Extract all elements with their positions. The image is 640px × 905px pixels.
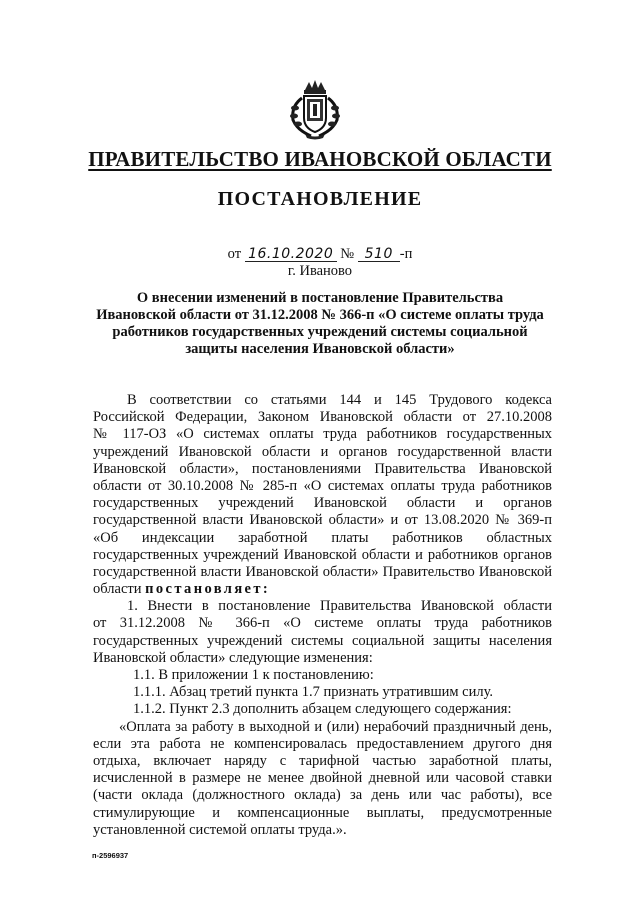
title-line: защиты населения Ивановской области» (185, 341, 455, 357)
paragraph-line: государственных учреждений Ивановской области и работников органов (93, 546, 552, 563)
title-line: Ивановской области от 31.12.2008 № 366-п «О системе оплаты труда (96, 307, 544, 323)
paragraph-line: № 117-ОЗ «О системах оплаты труда работников государственных (93, 426, 552, 443)
item-1-1: 1.1. В приложении 1 к постановлению: (133, 667, 374, 683)
quote-line: отдыха, включает наряду с тарифной частью заработной платы, (93, 752, 552, 769)
paragraph-line: государственной власти Ивановской области» Правительство Ивановской (93, 563, 552, 580)
quote-line: исчисленной в размере не менее двойной дневной или часовой ставки (93, 770, 552, 787)
item-line: от 31.12.2008 № 366-п «О системе оплаты труда работников (93, 615, 552, 632)
document-type: ПОСТАНОВЛЕНИЕ (217, 188, 423, 210)
paragraph-line: Российской Федерации, Законом Ивановской области от 27.10.2008 (93, 409, 552, 426)
paragraph-line (93, 581, 552, 598)
quote-line: установленной системой оплаты труда.». (93, 821, 347, 838)
date-prefix: от (227, 246, 242, 262)
paragraph-line: учреждений Ивановской области и органов государственной власти (93, 443, 552, 460)
number-suffix: -п (399, 246, 413, 262)
paragraph-line: государственных учреждений Ивановской области и органов (93, 495, 552, 512)
city: г. Иваново (287, 263, 353, 279)
item-line: государственных учреждений системы социальной защиты населения (93, 632, 552, 649)
document-code: п-2596937 (92, 851, 129, 860)
item-1-1-1: 1.1.1. Абзац третий пункта 1.7 признать утратившим силу. (133, 684, 494, 701)
paragraph-line: Ивановской области», постановлениями Правительства Ивановской (93, 460, 552, 477)
title-line: О внесении изменений в постановление Правительства (136, 290, 504, 306)
decree-word: постановляет: (145, 581, 271, 598)
number-sign: № (340, 246, 355, 262)
paragraph-line: государственной власти Ивановской области» и от 13.08.2020 № 369-п (93, 512, 552, 529)
paragraph-line: области от 30.10.2008 № 285-п «О системах оплаты труда работников (93, 477, 552, 494)
item-1-1-2: 1.1.2. Пункт 2.3 дополнить абзацем следующего содержания: (133, 701, 512, 718)
title-line: работников государственных учреждений системы социальной (112, 324, 528, 340)
ivanovo-coat-of-arms-icon (285, 78, 345, 140)
quote-line: «Оплата за работу в выходной и (или) нерабочий праздничный день, (119, 718, 552, 735)
date-number-line (0, 246, 640, 263)
paragraph-last-start: области (93, 581, 142, 598)
paragraph-line: В соответствии со статьями 144 и 145 Трудового кодекса (127, 392, 552, 408)
handwritten-number: 510 (358, 248, 400, 262)
item-line: 1. Внести в постановление Правительства Ивановской области (127, 598, 552, 615)
government-name: ПРАВИТЕЛЬСТВО ИВАНОВСКОЙ ОБЛАСТИ (88, 147, 552, 171)
item-line: Ивановской области» следующие изменения: (93, 649, 373, 666)
quote-line: (части оклада (должностного оклада) за день или час работы), все (93, 787, 552, 804)
handwritten-date: 16.10.2020 (245, 248, 337, 262)
quote-line: стимулирующие и компенсационные выплаты, предусмотренные (93, 804, 552, 821)
quote-line: если эта работа не компенсировалась предоставлением другого дня (93, 735, 552, 752)
resolution-title (60, 290, 580, 358)
document-body (93, 392, 552, 839)
paragraph-line: «Об индексации заработной платы работников областных (93, 529, 552, 546)
